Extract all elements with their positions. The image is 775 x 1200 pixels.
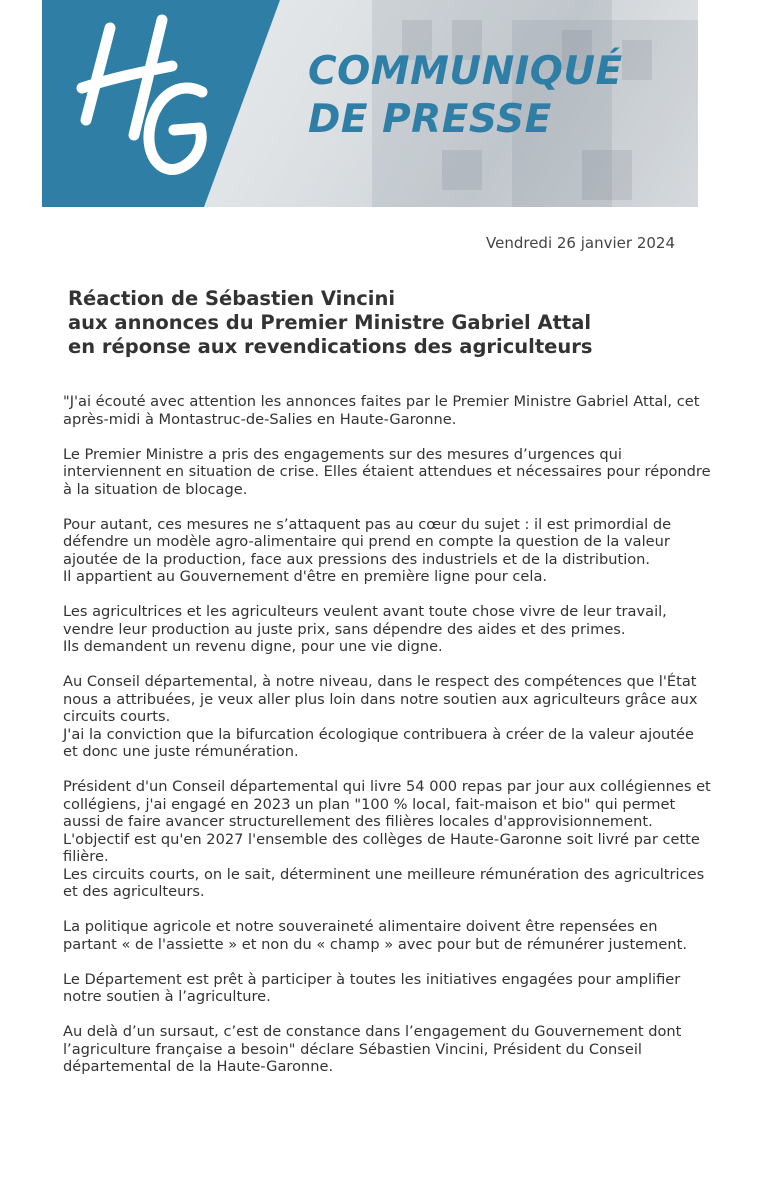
paragraph-line: "J'ai écouté avec attention les annonces faites par le Premier Ministre Gabriel Attal, cet après-midi à Montastruc-de-Salies en Haute-Garonne. (63, 393, 700, 428)
press-release-banner (42, 0, 698, 207)
paragraph-line: J'ai la conviction que la bifurcation écologique contribuera à créer de la valeur ajoutée et donc une juste rémunération. (63, 725, 694, 760)
paragraph-line: Les agricultrices et les agriculteurs veulent avant toute chose vivre de leur travail, vendre leur production au juste prix, sans dépendre des aides et des primes. (63, 603, 667, 638)
paragraph (63, 603, 713, 656)
paragraph (63, 971, 713, 1006)
banner-title-line1: COMMUNIQUÉ (308, 49, 623, 94)
paragraph-line: Les circuits courts, on le sait, déterminent une meilleure rémunération des agricultrices et des agriculteurs. (63, 865, 705, 900)
paragraph (63, 1023, 713, 1076)
paragraph-line: Président d'un Conseil départemental qui livre 54 000 repas par jour aux collégiennes et collégiens, j'ai engagé en 2023 un plan "100 % local, fait-maison et bio" qui permet aussi de faire avancer structurellement des filières locales d'approvisionnement. (63, 778, 711, 830)
paragraph (63, 446, 713, 499)
heading-line: en réponse aux revendications des agriculteurs (68, 335, 593, 358)
paragraph (63, 516, 713, 586)
release-date: Vendredi 26 janvier 2024 (486, 234, 675, 252)
paragraph-line: L'objectif est qu'en 2027 l'ensemble des collèges de Haute-Garonne soit livré par cette filière. (63, 830, 700, 865)
press-release-body (63, 393, 713, 1093)
paragraph-line: Ils demandent un revenu digne, pour une vie digne. (63, 638, 443, 655)
paragraph-line: Au delà d’un sursaut, c’est de constance dans l’engagement du Gouvernement dont l’agriculture française a besoin" déclare Sébastien Vincini, Président du Conseil départemental de la Haute-Garonne. (63, 1023, 682, 1075)
banner-title-line2: DE PRESSE (308, 97, 552, 142)
heading-line: aux annonces du Premier Ministre Gabriel Attal (68, 311, 592, 334)
paragraph-line: Pour autant, ces mesures ne s’attaquent pas au cœur du sujet : il est primordial de défendre un modèle agro-alimentaire qui prend en compte la question de la valeur ajoutée de la production, face aux pressions des industriels et de la distribution. (63, 515, 672, 568)
banner-title (308, 48, 623, 144)
paragraph (63, 673, 713, 761)
paragraph (63, 918, 713, 953)
paragraph-line: Le Premier Ministre a pris des engagements sur des mesures d’urgences qui interviennent en situation de crise. Elles étaient attendues et nécessaires pour répondre à la situation de blocage. (63, 445, 711, 498)
paragraph-line: La politique agricole et notre souveraineté alimentaire doivent être repensées en partant « de l'assiette » et non du « champ » avec pour but de rémunérer justement. (63, 918, 687, 953)
paragraph (63, 393, 713, 428)
hg-logo-icon (52, 0, 252, 207)
paragraph-line: Au Conseil départemental, à notre niveau, dans le respect des compétences que l'État nous a attribuées, je veux aller plus loin dans notre soutien aux agriculteurs grâce aux circuits courts. (63, 673, 698, 725)
paragraph (63, 778, 713, 901)
paragraph-line: Le Département est prêt à participer à toutes les initiatives engagées pour amplifier notre soutien à l’agriculture. (63, 970, 681, 1005)
paragraph-line: Il appartient au Gouvernement d'être en première ligne pour cela. (63, 568, 548, 585)
press-release-heading (68, 287, 708, 359)
heading-line: Réaction de Sébastien Vincini (68, 287, 396, 310)
